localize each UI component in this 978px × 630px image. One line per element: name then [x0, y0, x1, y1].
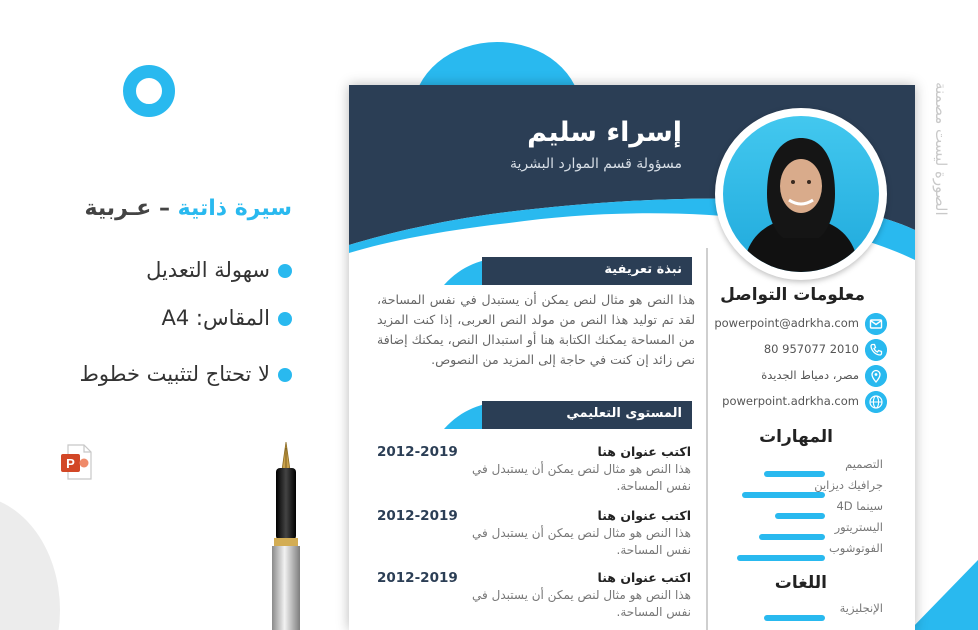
education-item: [377, 570, 691, 621]
skill-row: [719, 457, 883, 479]
section-about-header: [444, 257, 692, 285]
decorative-ring: [123, 65, 175, 117]
fountain-pen-icon: [262, 440, 310, 630]
section-about-title: نبذة تعريفية: [604, 262, 682, 277]
skill-row: [719, 478, 883, 500]
promo-feature: المقاس: A4: [40, 306, 292, 330]
bullet-dot-icon: [278, 264, 292, 278]
education-heading: اكتب عنوان هنا: [597, 570, 691, 585]
side-caption: الصورة ليست مصمنة: [932, 82, 950, 216]
skill-row: [719, 499, 883, 521]
education-heading: اكتب عنوان هنا: [597, 444, 691, 459]
mail-icon: [865, 313, 887, 335]
bullet-dot-icon: [278, 368, 292, 382]
svg-text:P: P: [66, 456, 75, 471]
skill-level-bar: [764, 471, 825, 477]
education-text: هذا النص هو مثال لنص يمكن أن يستبدل في نفس المساحة.: [472, 462, 691, 493]
skill-name: الفوتوشوب: [828, 541, 883, 555]
skill-name: سينما 4D: [836, 499, 883, 513]
contact-phone: 2010 957077 80: [719, 338, 887, 362]
promo-title-accent: سيرة ذاتية: [177, 196, 292, 221]
phone-icon: [865, 339, 887, 361]
resume-name: إسراء سليم: [527, 117, 682, 148]
education-text: هذا النص هو مثال لنص يمكن أن يستبدل في نفس المساحة.: [472, 588, 691, 619]
education-item: [377, 444, 691, 495]
contact-email: powerpoint@adrkha.com: [719, 312, 887, 336]
decorative-grey-circle: [0, 495, 60, 630]
language-level-bar: [764, 615, 825, 621]
resume-job-title: مسؤولة قسم الموارد البشرية: [510, 156, 682, 172]
skill-name: اليستريتور: [834, 520, 883, 534]
skill-level-bar: [742, 492, 825, 498]
section-education-title: المستوى التعليمي: [566, 406, 682, 421]
education-heading: اكتب عنوان هنا: [597, 508, 691, 523]
skill-row: [719, 541, 883, 563]
section-education-header: [444, 401, 692, 429]
languages-title: اللغات: [774, 573, 827, 593]
education-year: 2012-2019: [377, 444, 458, 460]
decorative-corner-triangle: [910, 560, 978, 630]
skills-title: المهارات: [759, 427, 833, 447]
profile-photo-frame: [715, 108, 887, 280]
language-row: [719, 601, 883, 623]
skill-level-bar: [759, 534, 825, 540]
contact-website: powerpoint.adrkha.com: [719, 390, 887, 414]
language-name: الإنجليزية: [839, 601, 883, 615]
column-divider: [706, 248, 708, 630]
skill-name: جرافيك ديزاين: [814, 478, 883, 492]
promo-feature: سهولة التعديل: [40, 258, 292, 282]
resume-page: [349, 85, 915, 630]
skill-level-bar: [737, 555, 825, 561]
bullet-dot-icon: [278, 312, 292, 326]
profile-photo: [723, 116, 879, 272]
education-item: [377, 508, 691, 559]
skill-name: التصميم: [845, 457, 883, 471]
education-year: 2012-2019: [377, 508, 458, 524]
promo-title: [60, 196, 292, 221]
skill-level-bar: [775, 513, 825, 519]
contact-location: مصر، دمياط الجديدة: [719, 364, 887, 388]
location-pin-icon: [865, 365, 887, 387]
about-text: هذا النص هو مثال لنص يمكن أن يستبدل في نفس المساحة، لقد تم توليد هذا النص من مولد النص العربى، إذا كنت المزيد من المساحة يمكنك الكتابة هنا أو استبدال النص، يمكنك إضافة نص زائد إن كنت في حاجة إلى المزيد من النصوص.: [377, 292, 695, 367]
education-year: 2012-2019: [377, 570, 458, 586]
globe-icon: [865, 391, 887, 413]
education-text: هذا النص هو مثال لنص يمكن أن يستبدل في نفس المساحة.: [472, 526, 691, 557]
contact-title: معلومات التواصل: [720, 285, 865, 305]
person-portrait-icon: [723, 116, 879, 272]
skill-row: [719, 520, 883, 542]
promo-title-rest: – عـربية: [84, 196, 178, 221]
powerpoint-file-icon: [60, 444, 92, 480]
promo-feature: لا تحتاج لتثبيت خطوط: [40, 362, 292, 386]
